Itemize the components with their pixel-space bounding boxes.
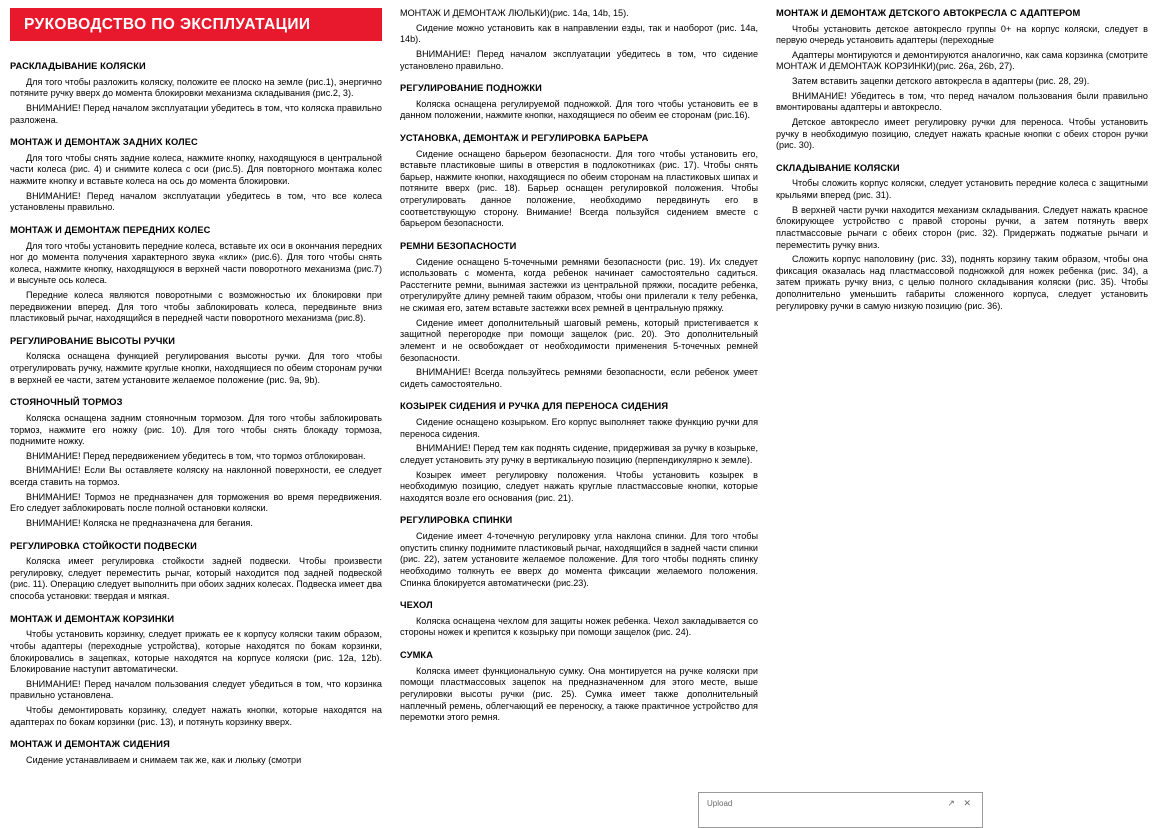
document-title: РУКОВОДСТВО ПО ЭКСПЛУАТАЦИИ: [10, 8, 382, 41]
paragraph: ВНИМАНИЕ! Всегда пользуйтесь ремнями безопасности, если ребенок умеет сидеть самостоятельно.: [400, 367, 758, 389]
section-heading: СТОЯНОЧНЫЙ ТОРМОЗ: [10, 397, 123, 408]
section-heading: РЕГУЛИРОВКА СТОЙКОСТИ ПОДВЕСКИ: [10, 540, 197, 551]
section-heading: ЧЕХОЛ: [400, 600, 433, 611]
floating-upload-widget[interactable]: [698, 792, 983, 828]
paragraph: Коляска оснащена регулируемой подножкой. Для того чтобы установить ее в данном положении, нажмите кнопки, находящиеся по обеим ее сторонам (рис.16).: [400, 98, 758, 121]
paragraph: Для того чтобы снять задние колеса, нажмите кнопку, находящуюся в центральной части колеса (рис. 4) и снимите колеса с оси (рис.5). Для повторного монтажа колес нажмите кнопку и вставьте колеса на ось до момента блокировки.: [10, 152, 382, 187]
section-heading: УСТАНОВКА, ДЕМОНТАЖ И РЕГУЛИРОВКА БАРЬЕРА: [400, 132, 649, 143]
paragraph: Детское автокресло имеет регулировку ручки для переноса. Чтобы установить ручку в необходимую позицию, следует нажать красные кнопки с обеих сторон ручки (рис. 30).: [776, 116, 1148, 151]
section-heading: МОНТАЖ И ДЕМОНТАЖ ЗАДНИХ КОЛЕС: [10, 137, 198, 148]
paragraph: ВНИМАНИЕ! Если Вы оставляете коляску на наклонной поверхности, ее следует всегда ставить на тормоз.: [10, 465, 382, 488]
paragraph: Сидение можно установить как в направлении езды, так и наоборот (рис. 14a, 14b).: [400, 22, 758, 45]
section-heading: МОНТАЖ И ДЕМОНТАЖ ПЕРЕДНИХ КОЛЕС: [10, 224, 211, 235]
paragraph: Чтобы демонтировать корзинку, следует нажать кнопки, которые находятся на адаптерах по бокам корзинки (рис. 13), и потянуть корзинку вверх.: [10, 705, 382, 727]
paragraph: Адаптеры монтируются и демонтируются аналогично, как сама корзинка (смотрите МОНТАЖ И ДЕМОНТАЖ КОРЗИНКИ)(рис. 26a, 26b, 27).: [776, 49, 1148, 72]
paragraph: МОНТАЖ И ДЕМОНТАЖ ЛЮЛЬКИ)(рис. 14a, 14b, 15).: [400, 8, 629, 18]
paragraph: Коляска имеет функциональную сумку. Она монтируется на ручке коляски при помощи пластмассовых зацепок на предназначенном для этого месте, выше регулировки высоты ручки (рис. 25). Сумка имеет также дополнительный наплечный ремень, облегчающий ее переноску, а также практичное устройство для перемотки этого ремня.: [400, 665, 758, 723]
paragraph: ВНИМАНИЕ! Перед тем как поднять сидение, придерживая за ручку в козырьке, следует установить эту ручку в вертикальную позицию (перпендикулярно к земле).: [400, 443, 758, 465]
paragraph: Сидение устанавливаем и снимаем так же, как и люльку (смотри: [26, 754, 302, 765]
paragraph: Для того чтобы разложить коляску, положите ее плоско на земле (рис.1), энергично потяните ручку вверх до момента блокировки механизма складывания (рис.2, 3).: [10, 76, 382, 99]
paragraph: ВНИМАНИЕ! Перед началом пользования следует убедиться в том, что корзинка правильно установлена.: [10, 678, 382, 701]
section-heading: РЕГУЛИРОВКА СПИНКИ: [400, 515, 513, 526]
section-heading: РАСКЛАДЫВАНИЕ КОЛЯСКИ: [10, 61, 146, 72]
paragraph: Козырек имеет регулировку положения. Чтобы установить козырек в необходимую позицию, следует нажать круглые пластмассовые кнопки, которые находятся возле его основания (рис. 21).: [400, 469, 758, 503]
paragraph: Затем вставить зацепки детского автокресла в адаптеры (рис. 28, 29).: [792, 76, 1090, 87]
section-heading: МОНТАЖ И ДЕМОНТАЖ КОРЗИНКИ: [10, 613, 175, 624]
section-heading: РЕМНИ БЕЗОПАСНОСТИ: [400, 240, 517, 251]
paragraph: Чтобы установить детское автокресло группы 0+ на корпус коляски, следует в первую очередь установить адаптеры (переходные: [776, 23, 1148, 46]
paragraph: Сидение имеет 4-точечную регулировку угла наклона спинки. Для того чтобы опустить спинку поднимите пластиковый рычаг, находящийся в задней части спинки (рис. 22), затем установите желаемое положение. Для того чтобы поднять спинку необходимо толкнуть ее вверх до момента фиксации желаемого положения. Спинка блокируется автоматически (рис.23).: [400, 531, 758, 588]
section-heading: РЕГУЛИРОВАНИЕ ВЫСОТЫ РУЧКИ: [10, 335, 176, 346]
column-2: [400, 8, 758, 727]
paragraph: ВНИМАНИЕ! Перед началом эксплуатации убедитесь в том, что коляска правильно разложена.: [10, 102, 382, 125]
paragraph: Коляска имеет регулировка стойкости задней подвески. Чтобы произвести регулировку, следует переместить рычаг, который находится под задней подвеской (рис. 11). Операцию следует выполнить при обоих задних колесах. Подвеска имеет два способа установки: твердая и мягкая.: [10, 556, 382, 602]
expand-close-icon[interactable]: ↗ ✕: [947, 798, 974, 808]
paragraph: Чтобы сложить корпус коляски, следует установить передние колеса с защитными крыльями вперед (рис. 31).: [776, 178, 1148, 201]
upload-widget-label: Upload: [707, 799, 733, 808]
paragraph: Коляска оснащена функцией регулирования высоты ручки. Для того чтобы отрегулировать ручку, нажмите круглые кнопки, находящиеся по обеим сторонам ручки в верхней ее части, затем установите желаемое положение (рис. 9a, 9b).: [10, 351, 382, 385]
paragraph: Коляска оснащена задним стояночным тормозом. Для того чтобы заблокировать тормоз, нажмите его ножку (рис. 10). Для того чтобы снять блокаду тормоза, поднимите ножку.: [10, 412, 382, 447]
paragraph: Сидение оснащено 5-точечными ремнями безопасности (рис. 19). Их следует использовать с момента, когда ребенок начинает самостоятельно садиться. Расстегните ремни, вынимая застежки из центральной пряжки, посадите ребенка, отрегулируйте длину ремней таким образом, чтобы они прилегали к телу ребенка, не сжимая его, затем вставьте застежки всех ремней в центральную пряжку.: [400, 256, 758, 314]
paragraph: ВНИМАНИЕ! Тормоз не предназначен для торможения во время передвижения. Его следует заблокировать после полной остановки коляски.: [10, 491, 382, 514]
section-heading: СУМКА: [400, 650, 434, 661]
column-3: [776, 8, 1148, 315]
section-heading: МОНТАЖ И ДЕМОНТАЖ СИДЕНИЯ: [10, 739, 170, 750]
section-heading: МОНТАЖ И ДЕМОНТАЖ ДЕТСКОГО АВТОКРЕСЛА С АДАПТЕРОМ: [776, 8, 1081, 18]
paragraph: ВНИМАНИЕ! Перед передвижением убедитесь в том, что тормоз отблокирован.: [26, 450, 366, 461]
paragraph: ВНИМАНИЕ! Перед началом эксплуатации убедитесь в том, что сидение установлено правильно.: [400, 48, 758, 71]
paragraph: ВНИМАНИЕ! Убедитесь в том, что перед началом пользования были правильно вмонтированы адаптеры и автокресло.: [776, 90, 1148, 113]
document-columns: [10, 8, 1151, 770]
paragraph: Сидение оснащено барьером безопасности. Для того чтобы установить его, вставьте пластиковые шипы в отверстия в подлокотниках (рис. 17). Чтобы снять барьер, нажмите кнопки, находящиеся по обеим сторонам на пластиковых шипах и потяните вверх (рис. 18). Барьер оснащен регулировкой положения. Чтобы отрегулировать данное положение, необходимо передвинуть его в соответствующую сторону. Внимание! Всегда пользуйся сидением вместе с барьером безопасности.: [400, 148, 758, 229]
paragraph: ВНИМАНИЕ! Коляска не предназначена для бегания.: [26, 517, 253, 528]
paragraph: Сидение оснащено козырьком. Его корпус выполняет также функцию ручки для переноса сидения.: [400, 417, 758, 439]
section-heading: КОЗЫРЕК СИДЕНИЯ И РУЧКА ДЛЯ ПЕРЕНОСА СИДЕНИЯ: [400, 401, 669, 412]
paragraph: ВНИМАНИЕ! Перед началом эксплуатации убедитесь в том, что все колеса установлены правильно.: [10, 190, 382, 213]
section-heading: СКЛАДЫВАНИЕ КОЛЯСКИ: [776, 162, 900, 173]
paragraph: В верхней части ручки находится механизм складывания. Следует нажать красное блокирующее устройство с правой стороны ручки, а затем потянуть вверх пластмассовые рычаги с обеих сторон (рис. 32). Придержать поджатые рычаги и переместить ручку вниз.: [776, 204, 1148, 250]
paragraph: Коляска оснащена чехлом для защиты ножек ребенка. Чехол закладывается со стороны ножек и крепится к козырьку при помощи защелок (рис. 24).: [400, 615, 758, 638]
paragraph: Сидение имеет дополнительный шаговый ремень, который пристегивается к защитной перегородке при помощи защелок (рис. 20). Это дополнительный элемент и не освобождает от необходимости применения 5-точечных ремней безопасности.: [400, 317, 758, 363]
section-heading: РЕГУЛИРОВАНИЕ ПОДНОЖКИ: [400, 83, 542, 94]
paragraph: Передние колеса являются поворотными с возможностью их блокировки при передвижении вперед. Для того чтобы заблокировать колеса, передвиньте вниз пластиковый рычаг, находящийся в передней части поворотного механизма (рис.8).: [10, 290, 382, 324]
paragraph: Чтобы установить корзинку, следует прижать ее к корпусу коляски таким образом, чтобы адаптеры (переходные устройства), которые находятся по бокам корзинки, блокировались в зацепках, которые находятся на корпусе коляски (рис. 12a, 12b). Блокирование наступит автоматически.: [10, 629, 382, 675]
paragraph: Для того чтобы установить передние колеса, вставьте их оси в окончания передних ног до момента получения характерного звука «клик» (рис.6). Для того чтобы снять колеса, нажмите кнопку, находящуюся в верхней части поворотного механизма (рис.7) и высуньте ось колеса.: [10, 240, 382, 286]
paragraph: Сложить корпус наполовину (рис. 33), поднять корзину таким образом, чтобы она фиксация оказалась над пластмассовой подножкой для ножек ребенка (рис. 34), а затем прижать ручку вниз, с целью полного складывания коляски (рис. 35). Чтобы дополнительно уменьшить габариты сложенного корпуса, следует установить регулировку ручки в самую низкую позицию (рис. 36).: [776, 254, 1148, 311]
column-1: [10, 8, 382, 770]
